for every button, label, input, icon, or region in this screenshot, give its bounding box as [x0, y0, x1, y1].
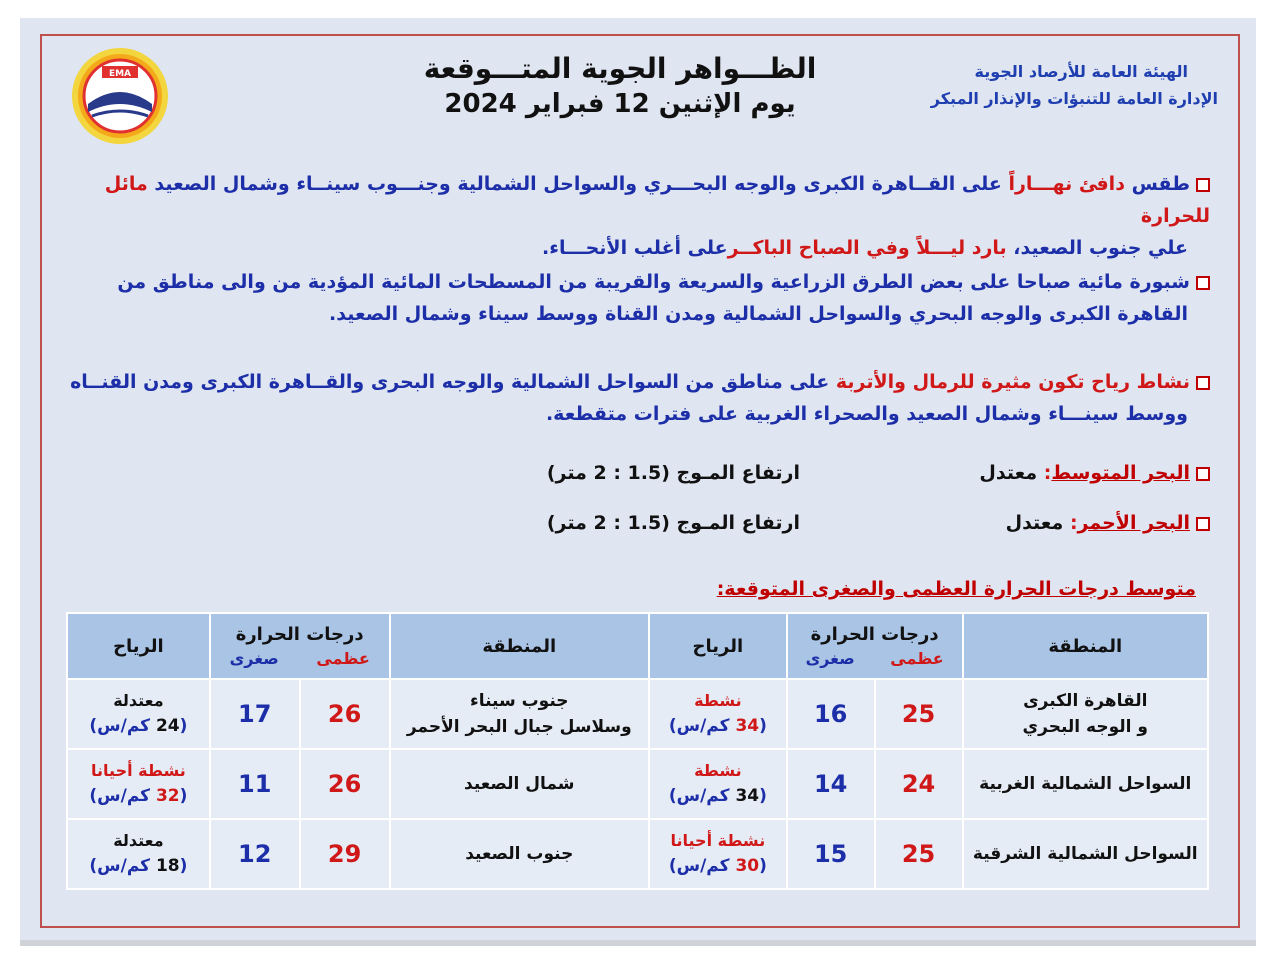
header-temp-label: درجات الحرارة	[235, 624, 364, 645]
bullet-highlight: مائل للحرارة	[104, 173, 1210, 227]
header-min: صغرى	[229, 649, 279, 668]
max-temp: 25	[875, 819, 963, 889]
wind-cell: نشطة (34 كم/س)	[649, 749, 787, 819]
wind-cell: نشطة أحيانا (32 كم/س)	[67, 749, 210, 819]
bullet-text: علي جنوب الصعيد،	[1006, 237, 1188, 259]
checkbox-icon	[1196, 517, 1210, 531]
sea-state: معتدل	[1005, 512, 1064, 534]
max-temp: 29	[300, 819, 390, 889]
wind-cell: معتدلة (18 كم/س)	[67, 819, 210, 889]
table-row	[67, 749, 1208, 819]
bullet-text: ووسط سينـــاء وشمال الصعيد والصحراء الغربية على فترات متقطعة.	[545, 403, 1188, 425]
bullet-text: على مناطق من السواحل الشمالية والوجه البحرى والقــاهرة الكبرى ومدن القنــاه	[70, 371, 836, 393]
wind-cell: نشطة (34 كم/س)	[649, 679, 787, 749]
min-temp: 15	[787, 819, 875, 889]
sea-red	[70, 512, 1210, 534]
sea-name: البحر الأحمر	[1077, 512, 1190, 534]
page-date: يوم الإثنين 12 فبراير 2024	[444, 89, 796, 119]
wind-cell: معتدلة (24 كم/س)	[67, 679, 210, 749]
region-cell: القاهرة الكبرى و الوجه البحري	[963, 679, 1208, 749]
bullet-text: شبورة مائية صباحا على بعض الطرق الزراعية والسريعة والقريبة من المسطحات المائية المؤدية من والى مناطق من	[117, 271, 1190, 293]
bullet-text: على القــاهرة الكبرى والوجه البحـــري والسواحل الشمالية وجنـــوب سينــاء وشمال الصعيد	[147, 173, 1009, 195]
region-cell: شمال الصعيد	[390, 749, 649, 819]
table-row	[67, 819, 1208, 889]
bullet-temperature	[70, 168, 1210, 264]
max-temp: 25	[875, 679, 963, 749]
max-temp: 24	[875, 749, 963, 819]
header-temp	[787, 613, 963, 679]
header-max: عظمى	[316, 649, 370, 668]
checkbox-icon	[1196, 467, 1210, 481]
min-temp: 11	[210, 749, 300, 819]
min-temp: 16	[787, 679, 875, 749]
sea-state: معتدل	[979, 462, 1038, 484]
header-temp-label: درجات الحرارة	[810, 624, 939, 645]
min-temp: 14	[787, 749, 875, 819]
ema-logo-icon	[62, 46, 182, 146]
checkbox-icon	[1196, 376, 1210, 390]
title-block	[380, 52, 860, 119]
organization-block	[931, 58, 1218, 112]
bullet-highlight: دافئ نهـــاراً	[1008, 173, 1125, 195]
region-cell: السواحل الشمالية الشرقية	[963, 819, 1208, 889]
bullet-text: القاهرة الكبرى والوجه البحري والسواحل الشمالية ومدن القناة ووسط سيناء وشمال الصعيد.	[329, 303, 1188, 325]
header-wind: الرياح	[67, 613, 210, 679]
logo-text: EMA	[108, 69, 132, 79]
region-cell: جنوب سيناء وسلاسل جبال البحر الأحمر	[390, 679, 649, 749]
bullet-wind	[70, 366, 1210, 430]
table-row	[67, 679, 1208, 749]
page-title: الظـــواهر الجوية المتـــوقعة	[423, 52, 817, 85]
sea-wave: ارتفاع المـوج (1.5 : 2 متر)	[546, 512, 800, 534]
min-temp: 17	[210, 679, 300, 749]
sea-separator: :	[1069, 512, 1078, 534]
bullet-highlight: بارد ليـــلاً وفي الصباح الباكــر	[727, 237, 1007, 259]
sea-mediterranean	[70, 462, 1210, 484]
header-region: المنطقة	[390, 613, 649, 679]
sea-name: البحر المتوسط	[1051, 462, 1190, 484]
org-department: الإدارة العامة للتنبؤات والإنذار المبكر	[930, 89, 1218, 108]
header-region: المنطقة	[963, 613, 1208, 679]
header-temp	[210, 613, 390, 679]
temperature-table	[66, 612, 1209, 890]
region-cell: السواحل الشمالية الغربية	[963, 749, 1208, 819]
bullet-text: طقس	[1124, 173, 1190, 195]
header-max: عظمى	[890, 649, 944, 668]
header-wind: الرياح	[649, 613, 787, 679]
temps-title: متوسط درجات الحرارة العظمى والصغرى المتوقعة:	[716, 578, 1196, 600]
checkbox-icon	[1196, 276, 1210, 290]
bullet-fog	[70, 266, 1210, 330]
bullet-text: على أغلب الأنحـــاء.	[542, 237, 728, 259]
sea-wave: ارتفاع المـوج (1.5 : 2 متر)	[546, 462, 800, 484]
checkbox-icon	[1196, 178, 1210, 192]
max-temp: 26	[300, 679, 390, 749]
min-temp: 12	[210, 819, 300, 889]
table-header-row	[67, 613, 1208, 679]
region-cell: جنوب الصعيد	[390, 819, 649, 889]
sea-separator: :	[1043, 462, 1052, 484]
org-name: الهيئة العامة للأرصاد الجوية	[974, 62, 1188, 81]
max-temp: 26	[300, 749, 390, 819]
header-min: صغرى	[805, 649, 855, 668]
wind-cell: نشطة أحيانا (30 كم/س)	[649, 819, 787, 889]
bullet-highlight: نشاط رياح تكون مثيرة للرمال والأتربة	[835, 371, 1190, 393]
